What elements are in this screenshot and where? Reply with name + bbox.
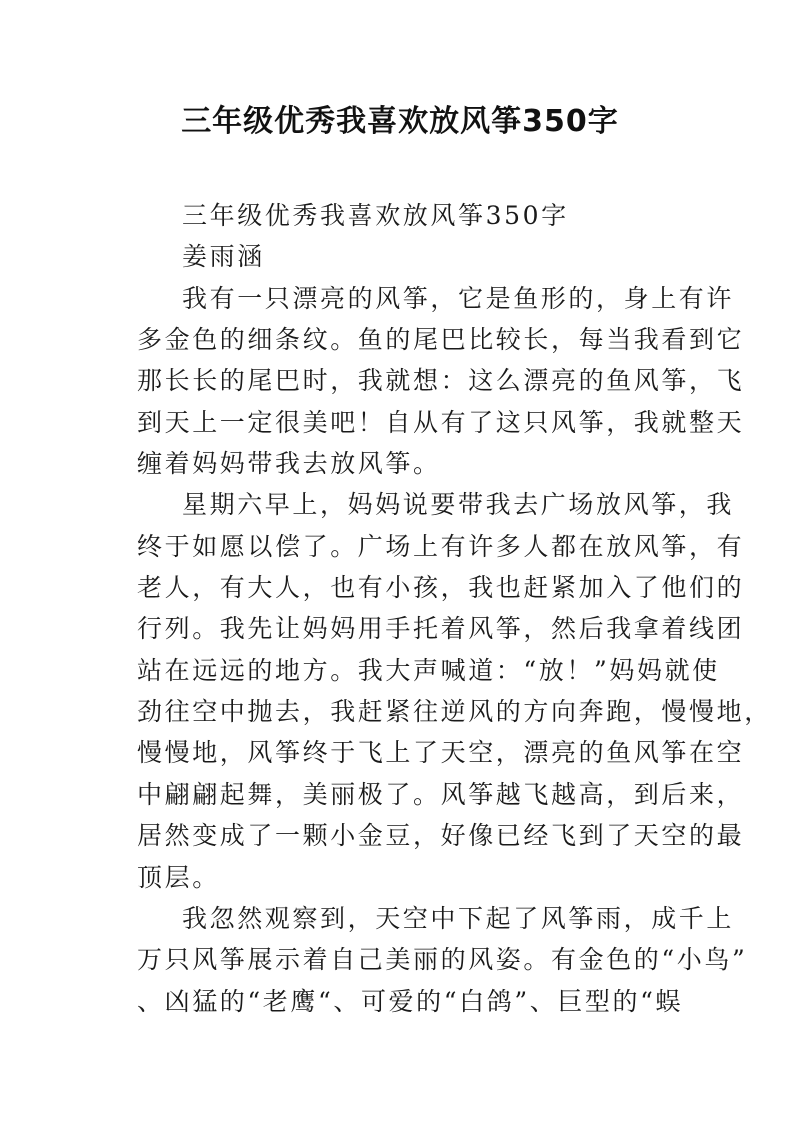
text-line: 顶层。 xyxy=(137,862,220,892)
text-line: 缠着妈妈带我去放风筝。 xyxy=(137,449,441,479)
text-line: 老人，有大人，也有小孩，我也赶紧加入了他们的 xyxy=(137,573,745,603)
text-line: 终于如愿以偿了。广场上有许多人都在放风筝，有 xyxy=(137,531,745,561)
text-line: 姜雨涵 xyxy=(182,242,265,272)
text-line: 多金色的细条纹。鱼的尾巴比较长，每当我看到它 xyxy=(137,325,745,355)
text-line: 到天上一定很美吧！自从有了这只风筝，我就整天 xyxy=(137,407,745,437)
text-line: 、凶猛的“老鹰“、可爱的“白鸽”、巨型的“蜈 xyxy=(137,986,684,1016)
document-title: 三年级优秀我喜欢放风筝350字 xyxy=(181,104,619,139)
text-line: 居然变成了一颗小金豆，好像已经飞到了天空的最 xyxy=(137,821,745,851)
text-line: 我忽然观察到，天空中下起了风筝雨，成千上 xyxy=(182,903,735,933)
text-line: 万只风筝展示着自己美丽的风姿。有金色的“小鸟” xyxy=(137,945,748,975)
text-line: 劲往空中抛去，我赶紧往逆风的方向奔跑，慢慢地， xyxy=(137,697,772,727)
text-line: 那长长的尾巴时，我就想：这么漂亮的鱼风筝，飞 xyxy=(137,366,745,396)
text-line: 三年级优秀我喜欢放风筝350字 xyxy=(182,201,569,230)
document-body xyxy=(137,195,772,1022)
text-line: 站在远远的地方。我大声喊道：“放！”妈妈就使 xyxy=(137,655,720,685)
text-line: 星期六早上，妈妈说要带我去广场放风筝，我 xyxy=(182,490,735,520)
text-line: 慢慢地，风筝终于飞上了天空，漂亮的鱼风筝在空 xyxy=(137,738,745,768)
text-line: 行列。我先让妈妈用手托着风筝，然后我拿着线团 xyxy=(137,614,745,644)
text-line: 中翩翩起舞，美丽极了。风筝越飞越高，到后来， xyxy=(137,779,745,809)
text-line: 我有一只漂亮的风筝，它是鱼形的，身上有许 xyxy=(182,283,735,313)
